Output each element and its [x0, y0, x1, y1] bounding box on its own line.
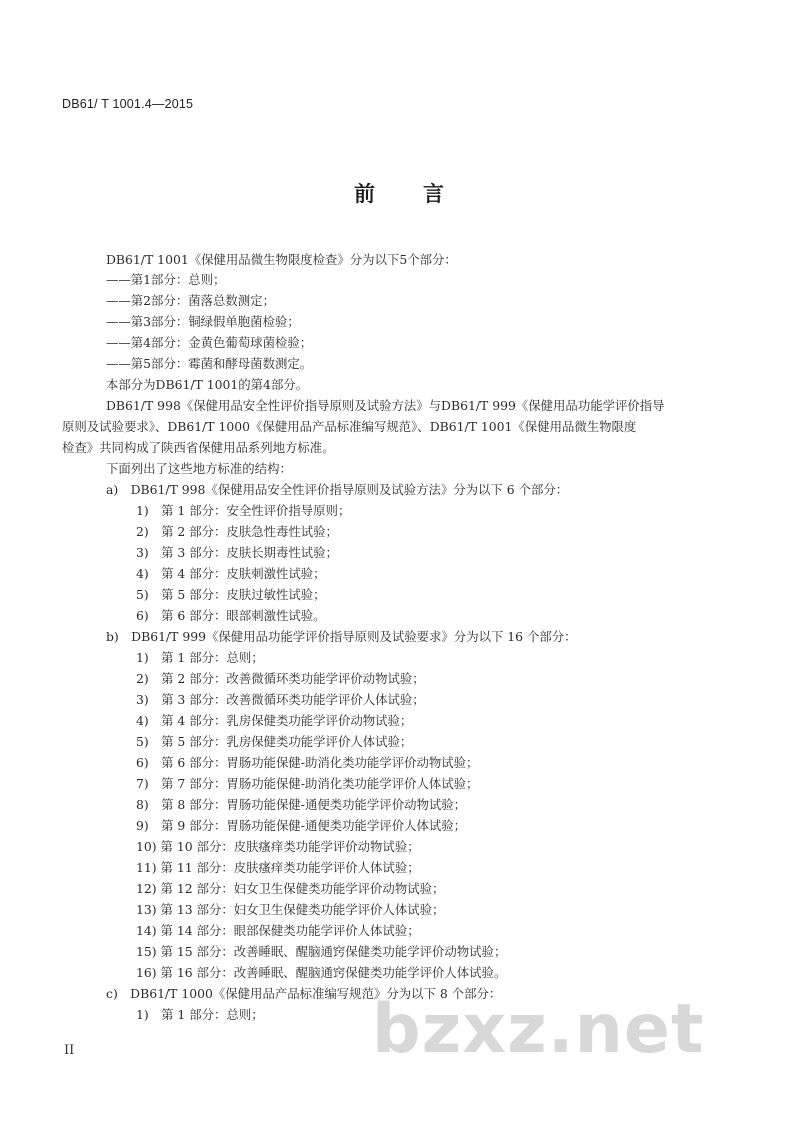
text-line: ——第3部分：铜绿假单胞菌检验； — [106, 314, 300, 329]
title-char-2: 言 — [423, 182, 446, 206]
text-line: ——第2部分：菌落总数测定； — [106, 293, 275, 308]
text-line: 11) 第 11 部分：皮肤瘙痒类功能学评价人体试验； — [136, 860, 420, 875]
document-code: DB61/ T 1001.4—2015 — [62, 97, 194, 111]
text-line: DB61/T 998《保健用品安全性评价指导原则及试验方法》与DB61/T 999《保健用品功能学评价指导 — [106, 398, 665, 413]
text-line: 原则及试验要求》、DB61/T 1000《保健用品产品标准编写规范》、DB61/T 1001《保健用品微生物限度 — [62, 419, 637, 434]
page-title — [0, 178, 800, 208]
text-line: 13) 第 13 部分：妇女卫生保健类功能学评价人体试验； — [136, 902, 445, 917]
text-line: 3) 第 3 部分：皮肤长期毒性试验； — [136, 545, 338, 560]
watermark: bzxz.net — [372, 990, 705, 1069]
text-line: 4) 第 4 部分：皮肤刺激性试验； — [136, 566, 326, 581]
text-line: 3) 第 3 部分：改善微循环类功能学评价人体试验； — [136, 692, 425, 707]
text-line: 6) 第 6 部分：胃肠功能保健-助消化类功能学评价动物试验； — [136, 755, 479, 770]
text-line: 10) 第 10 部分：皮肤瘙痒类功能学评价动物试验； — [136, 839, 420, 854]
text-line: 4) 第 4 部分：乳房保健类功能学评价动物试验； — [136, 713, 413, 728]
text-line: 下面列出了这些地方标准的结构： — [106, 461, 292, 476]
text-line: 16) 第 16 部分：改善睡眠、醒脑通窍保健类功能学评价人体试验。 — [136, 965, 507, 980]
text-line: 2) 第 2 部分：皮肤急性毒性试验； — [136, 524, 338, 539]
text-line: 本部分为DB61/T 1001的第4部分。 — [106, 377, 309, 392]
text-line: b) DB61/T 999《保健用品功能学评价指导原则及试验要求》分为以下 16 个部分： — [106, 629, 577, 644]
text-line: 1) 第 1 部分：总则； — [136, 1007, 264, 1022]
text-line: 5) 第 5 部分：乳房保健类功能学评价人体试验； — [136, 734, 413, 749]
text-line: 1) 第 1 部分：安全性评价指导原则； — [136, 503, 351, 518]
text-line: ——第1部分：总则； — [106, 272, 226, 287]
text-line: 1) 第 1 部分：总则； — [136, 650, 264, 665]
text-line: 6) 第 6 部分：眼部刺激性试验。 — [136, 608, 326, 623]
text-line: c) DB61/T 1000《保健用品产品标准编写规范》分为以下 8 个部分： — [106, 986, 502, 1001]
text-line: 15) 第 15 部分：改善睡眠、醒脑通窍保健类功能学评价动物试验； — [136, 944, 507, 959]
text-line: 7) 第 7 部分：胃肠功能保健-助消化类功能学评价人体试验； — [136, 776, 479, 791]
page-number: II — [64, 1043, 75, 1058]
text-line: 8) 第 8 部分：胃肠功能保健-通便类功能学评价动物试验； — [136, 797, 467, 812]
text-line: ——第5部分：霉菌和酵母菌数测定。 — [106, 356, 313, 371]
text-line: ——第4部分：金黄色葡萄球菌检验； — [106, 335, 313, 350]
title-char-1: 前 — [354, 182, 377, 206]
text-line: 12) 第 12 部分：妇女卫生保健类功能学评价动物试验； — [136, 881, 445, 896]
text-line: 5) 第 5 部分：皮肤过敏性试验； — [136, 587, 326, 602]
text-line: 14) 第 14 部分：眼部保健类功能学评价人体试验； — [136, 923, 420, 938]
text-line: a) DB61/T 998《保健用品安全性评价指导原则及试验方法》分为以下 6 个部分： — [106, 482, 569, 497]
text-line: DB61/T 1001《保健用品微生物限度检查》分为以下5个部分： — [106, 252, 457, 267]
text-line: 2) 第 2 部分：改善微循环类功能学评价动物试验； — [136, 671, 425, 686]
text-line: 检查》共同构成了陕西省保健用品系列地方标准。 — [62, 440, 335, 455]
text-line: 9) 第 9 部分：胃肠功能保健-通便类功能学评价人体试验； — [136, 818, 467, 833]
